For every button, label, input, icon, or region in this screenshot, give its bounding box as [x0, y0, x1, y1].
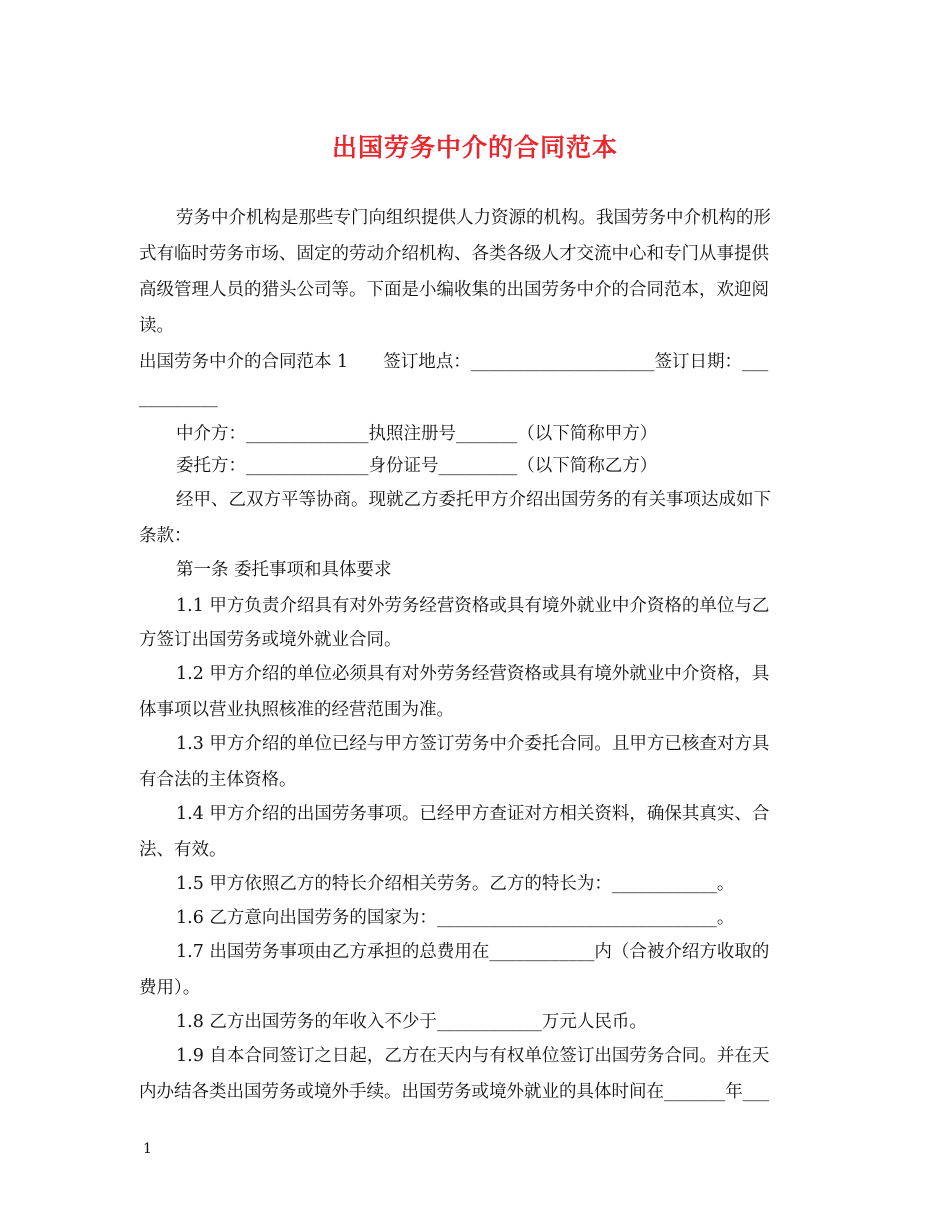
clause-1-7-line-1: 1.7 出国劳务事项由乙方承担的总费用在____________内（合被介绍方收取的 [176, 942, 770, 962]
page-number: 1 [143, 1141, 152, 1157]
clause-1-6: 1.6 乙方意向出国劳务的国家为：________________________________。 [176, 908, 735, 928]
clause-1-1-line-1: 1.1 甲方负责介绍具有对外劳务经营资格或具有境外就业中介资格的单位与乙 [176, 596, 770, 616]
contract-heading-line: 出国劳务中介的合同范本 1 签订地点：_____________________签订日期：___ [139, 352, 769, 372]
clause-1-4-line-1: 1.4 甲方介绍的出国劳务事项。已经甲方查证对方相关资料，确保其真实、合 [176, 804, 770, 824]
preamble-line-2: 条款： [139, 526, 192, 546]
intro-line-1: 劳务中介机构是那些专门向组织提供人力资源的机构。我国劳务中介机构的形 [176, 208, 771, 228]
clause-1-2-line-1: 1.2 甲方介绍的单位必须具有对外劳务经营资格或具有境外就业中介资格，具 [176, 664, 770, 684]
clause-1-3-line-2: 有合法的主体资格。 [139, 770, 297, 790]
clause-1-7-line-2: 费用）。 [139, 978, 201, 998]
clause-1-3-line-1: 1.3 甲方介绍的单位已经与甲方签订劳务中介委托合同。且甲方已核查对方具 [176, 734, 770, 754]
contract-heading-line-cont: _________ [139, 388, 218, 408]
clause-1-1-line-2: 方签订出国劳务或境外就业合同。 [139, 630, 402, 650]
clause-1-9-line-2: 内办结各类出国劳务或境外手续。出国劳务或境外就业的具体时间在_______年___ [139, 1082, 769, 1102]
clause-1-4-line-2: 法、有效。 [139, 840, 227, 860]
intro-line-3: 高级管理人员的猎头公司等。下面是小编收集的出国劳务中介的合同范本，欢迎阅 [139, 280, 769, 300]
intro-line-2: 式有临时劳务市场、固定的劳动介绍机构、各类各级人才交流中心和专门从事提供 [139, 244, 769, 264]
clause-1-5: 1.5 甲方依照乙方的特长介绍相关劳务。乙方的特长为：____________。 [176, 874, 735, 894]
client-party-line: 委托方：______________身份证号_________（以下简称乙方） [176, 456, 658, 476]
clause-1-9-line-1: 1.9 自本合同签订之日起，乙方在天内与有权单位签订出国劳务合同。并在天 [176, 1046, 770, 1066]
clause-1-2-line-2: 体事项以营业执照核准的经营范围为准。 [139, 700, 454, 720]
intro-line-4: 读。 [139, 316, 174, 336]
intermediary-party-line: 中介方：______________执照注册号_______（以下简称甲方） [176, 424, 658, 444]
clause-1-8: 1.8 乙方出国劳务的年收入不少于____________万元人民币。 [176, 1012, 647, 1032]
preamble-line-1: 经甲、乙双方平等协商。现就乙方委托甲方介绍出国劳务的有关事项达成如下 [176, 490, 771, 510]
document-title: 出国劳务中介的合同范本 [331, 133, 618, 162]
article-1-heading: 第一条 委托事项和具体要求 [176, 560, 392, 580]
